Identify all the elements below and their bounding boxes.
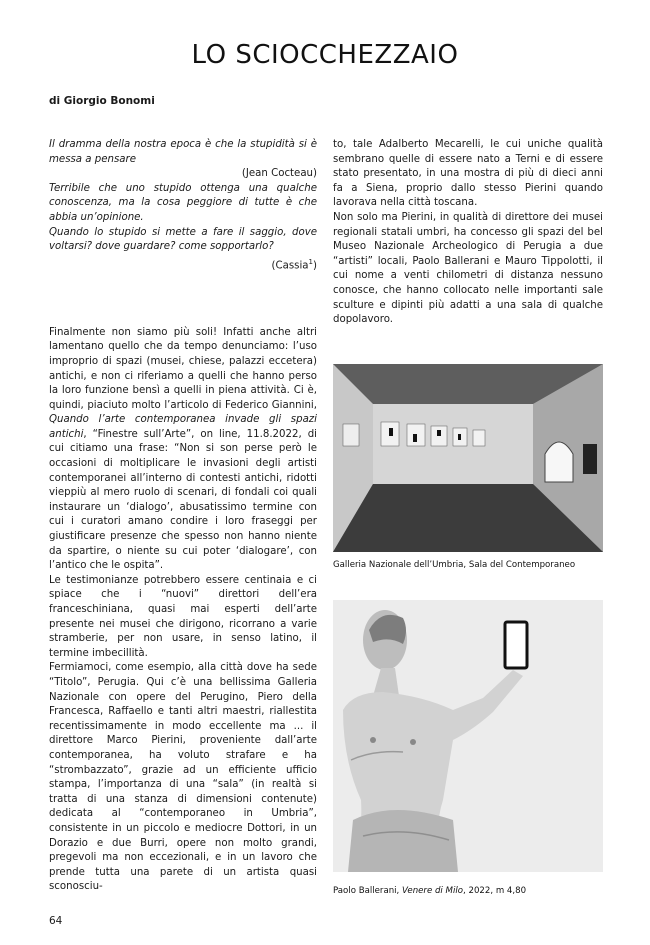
body-paragraph-1-text: Finalmente non siamo più soli! Infatti anche altri lamentano quello che da tempo denunciamo: l’uso improprio di spazi (musei, chiese, palazzi eccetera) antichi, e non ci riferiamo a quelli che hanno perso la loro funzione bensì a quelli in piena attività. Ci è, quindi, piaciuto molto l’articolo di Federico Giannini, [49, 326, 317, 411]
body-paragraph-5: Non solo ma Pierini, in qualità di direttore dei musei regionali statali umbri, ha concesso gli spazi del bel Museo Nazionale Archeologico di Perugia a due “artisti” locali, Paolo Ballerani e Mauro Tippolotti, il cui nome a venti chilometri di distanza nessuno conosce, che hanno collocato nelle importanti sale sculture e dipinti più adatti a una sala di qualche dopolavoro. [333, 211, 603, 326]
body-paragraph-4: to, tale Adalberto Mecarelli, le cui uniche qualità sembrano quelle di essere nato a Terni e di essere stato presentato, in una mostra di più di dieci anni fa a Siena, proprio dallo stesso Pierini quando lavorava nella città toscana. [333, 139, 603, 209]
epigraph-1: Il dramma della nostra epoca è che la stupidità si è messa a pensare [49, 139, 317, 165]
epigraph-3: Quando lo stupido si mette a fare il saggio, dove voltarsi? dove guardare? come sopportarlo? [49, 226, 317, 253]
gallery-room-illustration [333, 364, 603, 552]
body-paragraph-3: Fermiamoci, come esempio, alla città dove ha sede “Titolo”, Perugia. Qui c’è una bellissima Galleria Nazionale con opere del Perugino, Piero della Francesca, Raffaello e tanti altri maestri, riallestita recentissimamente in modo eccellente ma ... il direttore Marco Pierini, proveniente dall’arte contemporanea, ha voluto strafare e ha “strombazzato”, grazie ad un efficiente ufficio stampa, l’importanza di una “sala” (in realtà si tratta di una stanza di dimensioni contenute) dedicata al “contemporaneo in Umbria”, consistente in un piccolo e mediocre Dottori, in un Dorazio e due Burri, opere non molto grandi, pregevoli ma non eccezionali, e in un lavoro che prende tutta una parete di un artista quasi sconosciu- [49, 662, 317, 893]
footnote-marker: 1 [308, 257, 314, 266]
venus-sculpture-photo [333, 600, 603, 872]
article-author: di Giorgio Bonomi [49, 95, 155, 107]
attribution-close: ) [313, 260, 317, 272]
epigraph-2-attribution [49, 255, 317, 274]
epigraph-2: Terribile che uno stupido ottenga una qualche conoscenza, ma la cosa peggiore di tutte è che abbia un’opinione. [49, 182, 317, 223]
figure-2-caption [333, 885, 613, 897]
body-paragraph-2: Le testimonianze potrebbero essere centinaia e ci spiace che i “nuovi” direttori dell’era franceschiniana, quasi mai esperti dell’arte presente nei musei che dirigono, ricorrano a varie stramberie, per non usare, in senso latino, il termine imbecillità. [49, 574, 317, 659]
figure-2-artist: Paolo Ballerani, [333, 886, 400, 896]
figure-1-caption: Galleria Nazionale dell’Umbria, Sala del Contemporaneo [333, 560, 576, 570]
venus-illustration [333, 600, 603, 872]
right-column [333, 138, 603, 328]
page-number: 64 [49, 915, 63, 927]
figure-2-title: Venere di Milo [402, 886, 464, 896]
article-citation-title: Quando l’arte contemporanea invade gli spazi antichi [49, 414, 317, 440]
body-paragraph-1-cont: , “Finestre sull’Arte”, on line, 11.8.2022, di cui citiamo una frase: “Non si son perse però le occasioni di moltiplicare le invasioni degli artisti contemporanei all’interno di contesti antichi, ridotti vieppiù al mero ruolo di scenari, di fondali coi quali instaurare un ‘dialogo’, abusatissimo termine con cui i curatori amano condire i loro fraseggi per giustificare presenze che spesso non hanno niente da spartire, o niente su cui poter ‘dialogare’, con l’antico che le ospita”. [49, 428, 317, 572]
article-title: LO SCIOCCHEZZAIO [191, 40, 459, 70]
epigraph-1-attribution: (Jean Cocteau) [241, 168, 317, 180]
attribution-name: (Cassia [271, 260, 309, 272]
gallery-room-photo [333, 364, 603, 552]
figure-2-details: , 2022, m 4,80 [463, 886, 527, 896]
left-column [49, 138, 317, 895]
body-paragraph-1 [49, 326, 317, 574]
